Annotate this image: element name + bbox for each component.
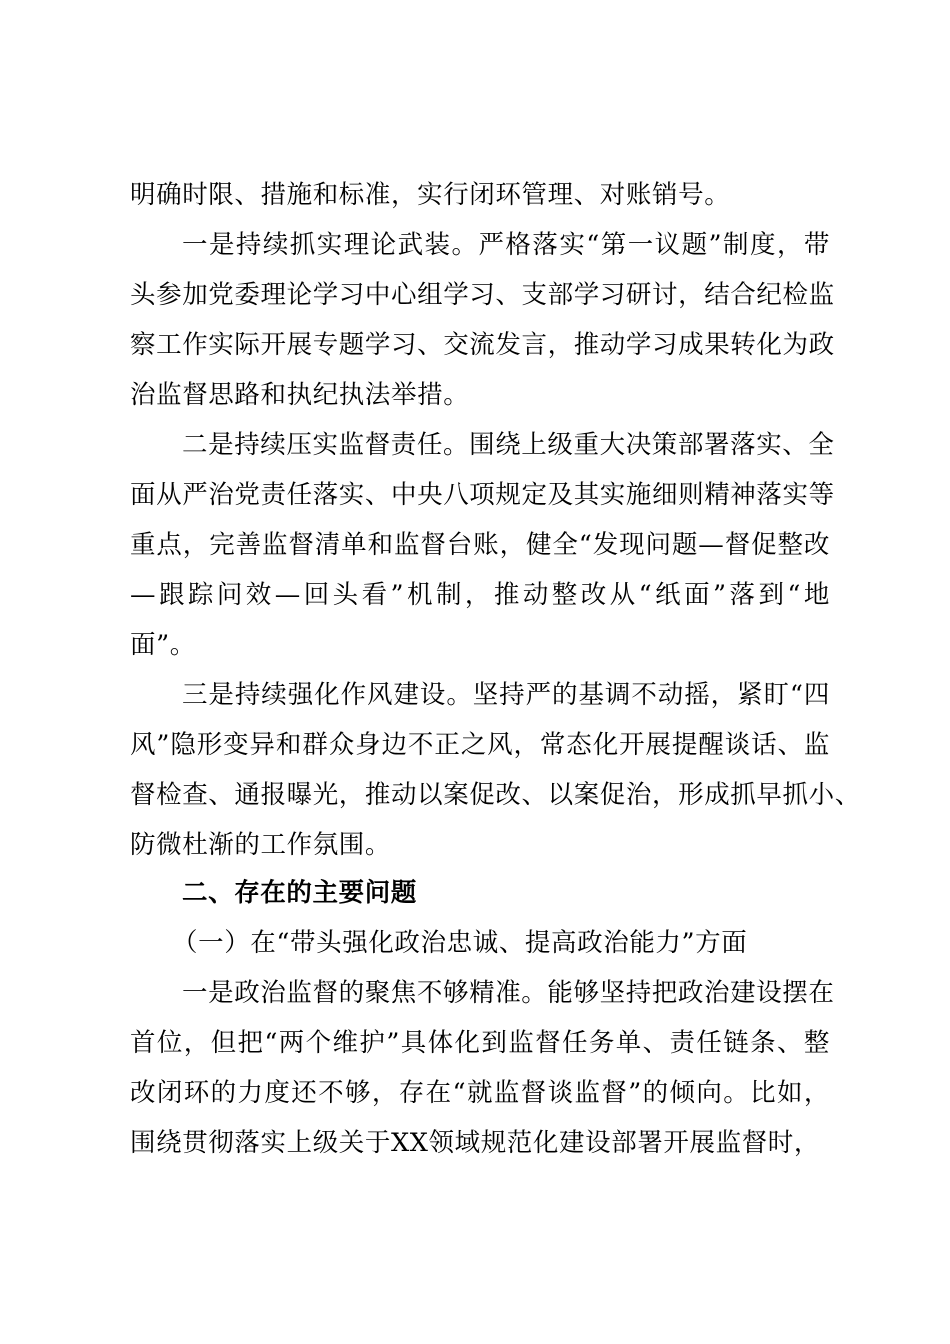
text-line: 三是持续强化作风建设。坚持严的基调不动摇，紧盯“四 [182, 680, 830, 710]
text-line: —跟踪问效—回头看”机制，推动整改从“纸面”落到“地 [130, 580, 830, 610]
text-line: 一是持续抓实理论武装。严格落实“第一议题”制度，带 [182, 230, 830, 260]
text-line: 面”。 [130, 630, 196, 660]
text-line: 防微杜渐的工作氛围。 [130, 830, 392, 860]
text-line: 面从严治党责任落实、中央八项规定及其实施细则精神落实等 [130, 480, 835, 510]
text-line: 督检查、通报曝光，推动以案促改、以案促治，形成抓早抓小、 [130, 780, 861, 810]
text-line: 首位，但把“两个维护”具体化到监督任务单、责任链条、整 [130, 1028, 830, 1058]
text-line: 重点，完善监督清单和监督台账，健全“发现问题—督促整改 [130, 530, 830, 560]
text-line: 头参加党委理论学习中心组学习、支部学习研讨，结合纪检监 [130, 280, 835, 310]
text-line: 风”隐形变异和群众身边不正之风，常态化开展提醒谈话、监 [130, 730, 830, 760]
text-line: 二是持续压实监督责任。围绕上级重大决策部署落实、全 [182, 430, 835, 460]
text-line: 二、存在的主要问题 [182, 878, 417, 908]
text-line: 明确时限、措施和标准，实行闭环管理、对账销号。 [130, 180, 731, 210]
text-line: 一是政治监督的聚焦不够精准。能够坚持把政治建设摆在 [182, 978, 835, 1008]
text-line: 改闭环的力度还不够，存在“就监督谈监督”的倾向。比如， [130, 1078, 830, 1108]
text-line: 围绕贯彻落实上级关于XX领域规范化建设部署开展监督时， [130, 1128, 821, 1158]
text-line: （一）在“带头强化政治忠诚、提高政治能力”方面 [172, 928, 748, 958]
text-line: 察工作实际开展专题学习、交流发言，推动学习成果转化为政 [130, 330, 835, 360]
text-line: 治监督思路和执纪执法举措。 [130, 380, 470, 410]
